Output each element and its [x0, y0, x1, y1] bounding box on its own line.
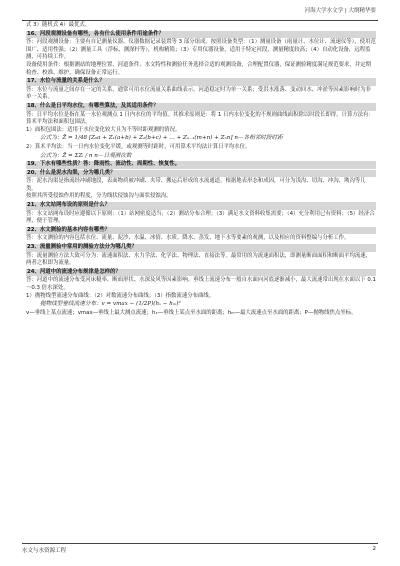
footer [22, 543, 378, 554]
answer-paragraph: 式 3）随机式 4）最优式。 [26, 22, 91, 28]
question-heading: 22、水文测验的基本内容有哪些？ [26, 227, 376, 235]
answer-paragraph: 2）算术平均法：当一日内水位变化平缓，或观测等时距时，可用算术平均法计算日平均水位。 [26, 143, 251, 150]
question-heading: 23、流量测验中常用的测验方法分为哪几类？ [26, 244, 376, 252]
formula-line: 抛物线型垂线流速分布：v = vmax − (1/2P)(hₓ − hₘ)² [40, 301, 181, 308]
answer-paragraph: 按照其所受侵蚀作用的程度，分为线状侵蚀沟与面状侵蚀沟。 [26, 193, 172, 200]
answer-paragraph: 答：水位与流量之间存在一定的关系，通常可用水位流量关系曲线表示。河道稳定时为单一关系；受洪水涨落、变动回水、冲淤等因素影响时为非单一关系。 [26, 86, 372, 101]
answer-paragraph: v—垂线上某点流速；vmax—垂线上最大测点流速；hₓ—垂线上某点至水面的距离；hₘ—最大流速点至水面的距离；P—抛物线焦点坐标。 [26, 309, 357, 316]
answer-paragraph: 答：泥水沟渠是指流经冲刷地段，表面物质被冲刷、夹带、搬运后形成的水流通道。根据地表形态和成因，可分为浅沟、切沟、冲沟、坳沟等几类。 [26, 178, 366, 192]
answer-paragraph: 答：水文测验的内容包括水位、流量、泥沙、水温、冰情、水质、降水、蒸发、地下水等要素的观测，以及相应的资料整编与分析工作。 [26, 235, 350, 242]
answer-paragraph: 答：河道中的流速分布受河床糙率、断面形状、水深及风等因素影响。垂线上流速分布一般自水面向河底逐渐减小，最大流速常出现在水面以下 0.1～0.3 倍水深处。 [26, 277, 376, 291]
footer-department: 水文与水资源工程 [22, 548, 67, 554]
question-heading: 19、下水有哪些性质？答：降雨性、流动性、周期性、恢复性。 [26, 161, 376, 169]
answer-paragraph: 设备使用条件：根据测站的地理位置、河道条件、水文特性和测验任务选择合适的观测设备，合理配置仪器，保证测验精度满足规范要求，并定期检查、校准、维护，确保设备正常运行。 [26, 61, 372, 76]
answer-paragraph: 答：河段观测设备：主要有自记测量仪器、仪器数据记录装置等 3 部分组成。按照设备类型：（1）测量设备（雨量计、水位计、流速仪等），使用范围广、适用性强；（2）测量工具（浮标、测深杆等），机构精简；（3）专用仪器设备，适用于特定河段，测量精度较高；（4）自动化设备，远程监测，可持续工作。 [26, 39, 376, 61]
formula-line: 公式为：Z̄ = 1/48 [Z₀a + Z₁(a+b) + Z₂(b+c) + … + Zₙ₋₁(m+n) + Zₙn] n—各相邻时段时距 [40, 135, 283, 142]
question-heading: 17、水位与流量的关系是什么？ [26, 78, 376, 86]
answer-paragraph: 答：日平均水位是指在某一水位观测点 1 日内水位的平均值。其推求原则是：将 1 日内水位变化的不规则曲线面积除以时段长即得。计算方法有：算术平均法和面积包围法。 [26, 111, 374, 126]
header-title: 河海大学水文学 | 大纲精华要 [304, 8, 376, 14]
answer-paragraph: 答：水文站网布设时应遵循以下原则：（1）站网密度适当；（2）测站分布合理；（3）满足水文资料收集需要；（4）充分利用已有资料；（5）经济合理，便于管理。 [26, 210, 375, 225]
question-heading: 16、河段观测设备有哪些，各有什么使用条件用途条件？ [26, 31, 376, 39]
question-heading: 21、水文站网布设的原则是什么？ [26, 202, 376, 210]
answer-paragraph: 1）面积包围法：适用于水位变化较大且为不等时距观测的情况。 [26, 126, 181, 133]
question-heading: 24、河道中的流速分布规律是怎样的？ [26, 269, 376, 277]
answer-paragraph: 答：流量测验方法大致可分为：流速面积法、水力学法、化学法、物理法、直接法等。最常用的为流速面积法，即测量断面面积和断面平均流速，两者之积即为流量。 [26, 252, 372, 267]
question-heading: 18、什么是日平均水位，有哪些算法，及其适用条件？ [26, 103, 376, 111]
document-body [26, 22, 376, 542]
formula-line: 公式为：Z̄ = ΣZᵢ / n n—日观测次数 [40, 152, 132, 159]
page-number: 2 [372, 546, 376, 552]
answer-paragraph: 1）抛物线型流速分布曲线：（2）对数流速分布曲线；（3）指数流速分布曲线。 [26, 292, 215, 299]
question-heading: 20、什么是泥水沟渠，分为哪几类？ [26, 170, 376, 178]
